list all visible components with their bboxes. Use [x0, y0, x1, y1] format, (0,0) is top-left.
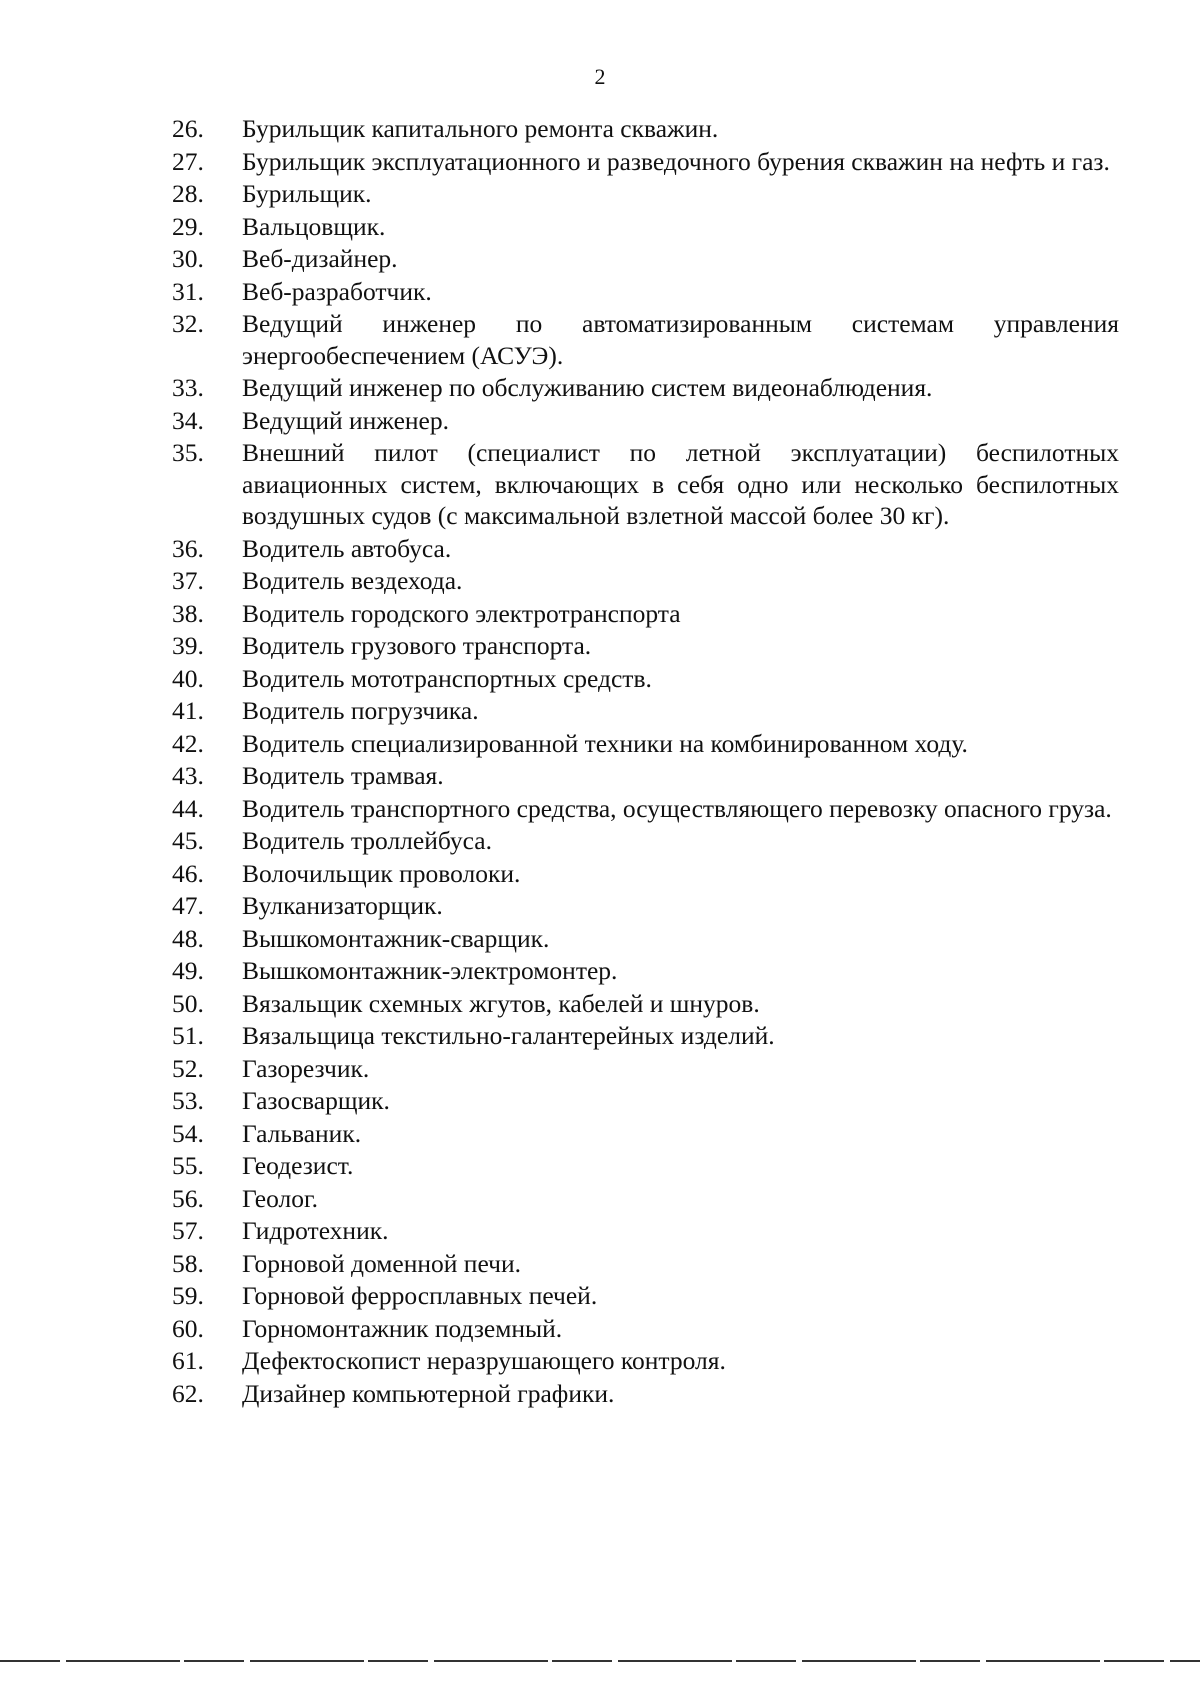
list-item [172, 858, 1119, 890]
item-number: 40. [172, 663, 204, 693]
list-item [172, 146, 1119, 178]
list-item [172, 1345, 1119, 1377]
item-text: Ведущий инженер. [242, 405, 450, 435]
item-number: 58. [172, 1248, 204, 1278]
item-number: 33. [172, 373, 204, 402]
list-item [172, 728, 1119, 760]
list-item [172, 372, 1119, 404]
item-number: 43. [172, 761, 204, 790]
item-text: Горновой доменной печи. [242, 1248, 521, 1278]
item-text: Водитель троллейбуса. [242, 826, 492, 855]
item-number: 28. [172, 179, 204, 208]
list-item [172, 1313, 1119, 1345]
item-text: Газорезчик. [242, 1053, 370, 1083]
item-number: 61. [172, 1346, 204, 1375]
item-text: Ведущий инженер по автоматизированным системам управления энергообеспечением (АСУЭ). [242, 309, 1119, 370]
item-text: Водитель мототранспортных средств. [242, 663, 652, 693]
item-number: 30. [172, 244, 204, 273]
item-text: Горновой ферросплавных печей. [242, 1281, 598, 1310]
list-item [172, 437, 1119, 532]
item-number: 37. [172, 566, 204, 595]
item-number: 41. [172, 696, 204, 725]
item-text: Бурильщик эксплуатационного и разведочного бурения скважин на нефть и газ. [242, 146, 1110, 176]
list-item [172, 276, 1119, 308]
list-item [172, 923, 1119, 955]
item-number: 62. [172, 1378, 204, 1408]
item-number: 36. [172, 533, 204, 563]
item-text: Водитель специализированной техники на комбинированном ходу. [242, 728, 968, 758]
item-text: Внешний пилот (специалист по летной эксплуатации) беспилотных авиационных систем, включающих в себя одно или несколько беспилотных воздушных судов (с максимальной взлетной массой более 30 кг). [242, 438, 1119, 530]
item-number: 54. [172, 1118, 204, 1148]
list-item [172, 533, 1119, 565]
list-item [172, 598, 1119, 630]
item-number: 32. [172, 309, 204, 338]
list-item [172, 630, 1119, 662]
item-number: 27. [172, 146, 204, 176]
footer-divider [0, 1660, 1200, 1662]
item-number: 50. [172, 988, 204, 1018]
list-item [172, 793, 1119, 825]
item-number: 29. [172, 211, 204, 241]
item-number: 52. [172, 1053, 204, 1083]
item-text: Гальваник. [242, 1118, 362, 1148]
item-text: Гидротехник. [242, 1216, 389, 1245]
item-number: 46. [172, 858, 204, 888]
item-number: 35. [172, 438, 204, 467]
item-number: 31. [172, 276, 204, 306]
item-text: Вышкомонтажник-сварщик. [242, 923, 550, 953]
list-item [172, 1053, 1119, 1085]
item-text: Дизайнер компьютерной графики. [242, 1378, 615, 1408]
item-text: Водитель погрузчика. [242, 696, 479, 725]
list-item [172, 760, 1119, 792]
item-number: 53. [172, 1086, 204, 1115]
list-item [172, 890, 1119, 922]
item-number: 48. [172, 923, 204, 953]
item-number: 39. [172, 631, 204, 660]
item-text: Водитель городского электротранспорта [242, 598, 681, 628]
item-text: Веб-разработчик. [242, 276, 432, 306]
list-item [172, 825, 1119, 857]
list-item [172, 1378, 1119, 1410]
item-number: 56. [172, 1183, 204, 1213]
page-number: 2 [594, 64, 606, 89]
list-item [172, 988, 1119, 1020]
item-number: 57. [172, 1216, 204, 1245]
item-number: 34. [172, 405, 204, 435]
list-item [172, 405, 1119, 437]
item-number: 51. [172, 1021, 204, 1050]
item-text: Дефектоскопист неразрушающего контроля. [242, 1346, 726, 1375]
list-item [172, 1183, 1119, 1215]
item-number: 38. [172, 598, 204, 628]
item-text: Водитель трамвая. [242, 761, 444, 790]
list-item [172, 1248, 1119, 1280]
item-number: 47. [172, 891, 204, 920]
item-text: Вязальщик схемных жгутов, кабелей и шнуров. [242, 988, 760, 1018]
item-text: Водитель транспортного средства, осуществляющего перевозку опасного груза. [242, 793, 1112, 823]
item-text: Водитель вездехода. [242, 566, 463, 595]
list-item [172, 178, 1119, 210]
item-text: Водитель автобуса. [242, 533, 452, 563]
item-text: Горномонтажник подземный. [242, 1313, 563, 1343]
list-item [172, 663, 1119, 695]
item-number: 26. [172, 114, 204, 143]
profession-list [172, 113, 1119, 1410]
list-item [172, 1215, 1119, 1247]
list-item [172, 243, 1119, 275]
list-item [172, 1020, 1119, 1052]
item-text: Ведущий инженер по обслуживанию систем видеонаблюдения. [242, 373, 933, 402]
list-item [172, 211, 1119, 243]
item-text: Газосварщик. [242, 1086, 390, 1115]
item-text: Волочильщик проволоки. [242, 858, 521, 888]
list-item [172, 308, 1119, 371]
item-text: Веб-дизайнер. [242, 244, 398, 273]
item-text: Вулканизаторщик. [242, 891, 443, 920]
item-text: Вальцовщик. [242, 211, 386, 241]
item-number: 44. [172, 793, 204, 823]
item-text: Вышкомонтажник-электромонтер. [242, 956, 618, 985]
list-item [172, 565, 1119, 597]
item-number: 49. [172, 956, 204, 985]
item-number: 59. [172, 1281, 204, 1310]
list-item [172, 1280, 1119, 1312]
item-text: Бурильщик капитального ремонта скважин. [242, 114, 719, 143]
item-number: 60. [172, 1313, 204, 1343]
list-item [172, 1085, 1119, 1117]
list-item [172, 1118, 1119, 1150]
item-text: Геолог. [242, 1183, 318, 1213]
item-number: 55. [172, 1151, 204, 1180]
item-text: Вязальщица текстильно-галантерейных изделий. [242, 1021, 775, 1050]
item-text: Бурильщик. [242, 179, 372, 208]
item-text: Геодезист. [242, 1151, 354, 1180]
list-item [172, 695, 1119, 727]
item-text: Водитель грузового транспорта. [242, 631, 592, 660]
item-number: 42. [172, 728, 204, 758]
item-number: 45. [172, 826, 204, 855]
list-item [172, 113, 1119, 145]
list-item [172, 1150, 1119, 1182]
list-item [172, 955, 1119, 987]
